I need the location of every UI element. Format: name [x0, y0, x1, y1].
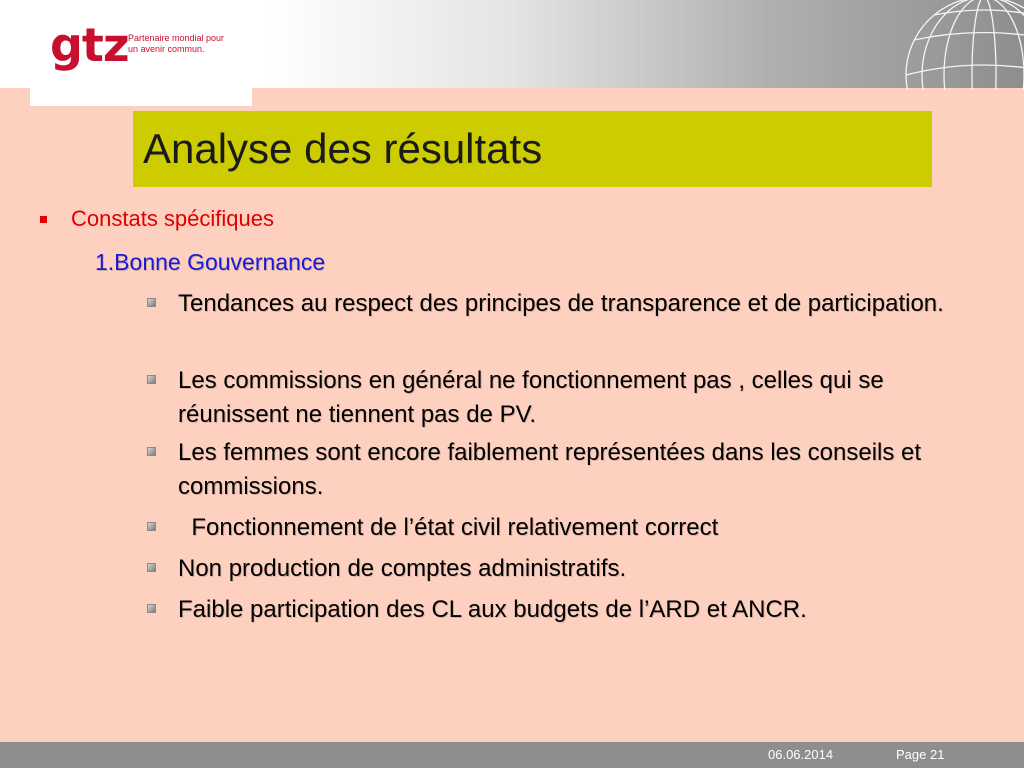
- list-item-text: Non production de comptes administratifs.: [178, 555, 627, 582]
- globe-graphic: [874, 0, 1024, 90]
- list-item-text: Fonctionnement de l’état civil relativement correct: [178, 514, 719, 541]
- logo-text: gtz: [50, 18, 129, 72]
- title-box: [133, 111, 932, 187]
- square-bullet-icon: [40, 216, 47, 223]
- footer-page-number: Page 21: [896, 747, 945, 762]
- footer-bar: [0, 742, 1024, 768]
- square-bullet-icon: [147, 563, 156, 572]
- square-bullet-icon: [147, 447, 156, 456]
- section-heading: 1.Bonne Gouvernance: [95, 249, 326, 275]
- square-bullet-icon: [147, 298, 156, 307]
- logo-tagline-line1: Partenaire mondial pour: [128, 33, 225, 43]
- square-bullet-icon: [147, 375, 156, 384]
- footer-date: 06.06.2014: [768, 747, 834, 762]
- slide-title: Analyse des résultats: [143, 125, 543, 172]
- square-bullet-icon: [147, 522, 156, 531]
- square-bullet-icon: [147, 604, 156, 613]
- logo: [30, 0, 252, 106]
- logo-tagline: [128, 33, 248, 55]
- list-item-text: Tendances au respect des principes de transparence et de participation.: [178, 290, 944, 317]
- logo-tagline-line2: un avenir commun.: [128, 44, 205, 54]
- list-item-text: Faible participation des CL aux budgets de l’ARD et ANCR.: [178, 596, 807, 623]
- list-item-text: Les commissions en général ne fonctionnement pas , celles qui se réunissent ne tiennent pas de PV.: [178, 367, 884, 428]
- level1-text: Constats spécifiques: [71, 206, 274, 231]
- list-item-text: Les femmes sont encore faiblement représentées dans les conseils et commissions.: [178, 439, 922, 500]
